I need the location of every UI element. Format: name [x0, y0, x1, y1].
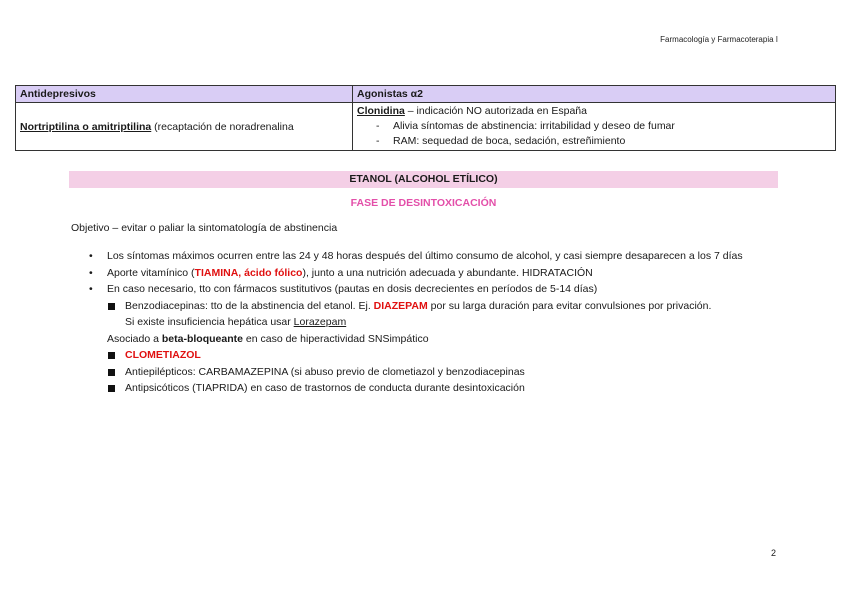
header-antidepresivos: Antidepresivos: [16, 86, 353, 103]
square-bullet-icon: [108, 352, 115, 359]
drug-note: (recaptación de noradrenalina: [151, 120, 294, 133]
note-bold: beta-bloqueante: [161, 332, 243, 345]
sub-list-item: [87, 347, 777, 364]
bullet-text: Aporte vitamínico (: [107, 266, 195, 279]
drug-name-clonidina: Clonidina: [357, 105, 405, 117]
bullet-text: ), junto a una nutrición adecuada y abundante. HIDRATACIÓN: [302, 266, 593, 279]
page-number: 2: [770, 548, 776, 558]
square-bullet-icon: [108, 369, 115, 376]
bullet-list: [87, 248, 777, 397]
bullet-text: Antipsicóticos (TIAPRIDA) en caso de trastornos de conducta durante desintoxicación: [125, 382, 525, 394]
square-bullet-icon: [108, 303, 115, 310]
list-item: - RAM: sequedad de boca, sedación, estreñimiento: [373, 134, 831, 149]
bullet-icon: •: [89, 283, 93, 295]
bullet-text: Benzodiacepinas: tto de la abstinencia del etanol. Ej.: [125, 299, 374, 312]
drug-table: [15, 85, 836, 151]
bullet-text: por su larga duración para evitar convulsiones por privación.: [427, 299, 712, 312]
cell-agonistas: [353, 103, 836, 151]
clonidina-intro: – indicación NO autorizada en España: [404, 105, 587, 117]
bullet-text: Los síntomas máximos ocurren entre las 24 y 48 horas después del último consumo de alcohol, y casi siempre desaparecen a los 7 días: [107, 250, 743, 262]
bullet-icon: •: [89, 266, 93, 279]
bullet-icon: •: [89, 250, 93, 262]
list-item: [87, 248, 777, 265]
table-row: [16, 103, 836, 151]
association-note: [87, 331, 777, 348]
square-bullet-icon: [108, 385, 115, 392]
bullet-text: Si existe insuficiencia hepática usar: [125, 316, 294, 328]
header-agonistas: Agonistas α2: [353, 86, 836, 103]
lorazepam-text: Lorazepam: [293, 316, 347, 328]
bullet-text: En caso necesario, tto con fármacos sustitutivos (pautas en dosis decrecientes en períodos de 5-14 días): [107, 283, 598, 295]
table-header-row: [16, 86, 836, 103]
sub-list-item: [87, 380, 777, 397]
bullet-text: Antiepilépticos: CARBAMAZEPINA (si abuso previo de clometiazol y benzodiacepinas: [125, 365, 525, 378]
phase-title: FASE DE DESINTOXICACIÓN: [350, 197, 497, 209]
drug-name: Nortriptilina o amitriptilina: [20, 120, 152, 133]
objective-text: Objetivo – evitar o paliar la sintomatología de abstinencia: [71, 222, 338, 234]
highlight-text: CLOMETIAZOL: [125, 349, 201, 361]
clonidina-list: [357, 119, 831, 149]
highlight-text: TIAMINA, ácido fólico: [194, 266, 303, 279]
note-text: Asociado a: [107, 332, 162, 345]
section-title: ETANOL (ALCOHOL ETÍLICO): [69, 171, 778, 188]
sub-list-item: [87, 364, 777, 381]
sub-list-item: [87, 298, 777, 331]
running-header: Farmacología y Farmacoterapia I: [660, 35, 778, 44]
highlight-text: DIAZEPAM: [373, 299, 428, 312]
list-item: [87, 265, 777, 282]
note-text: en caso de hiperactividad SNSimpático: [242, 332, 429, 345]
list-item: [87, 281, 777, 298]
list-item: - Alivia síntomas de abstinencia: irritabilidad y deseo de fumar: [373, 119, 831, 134]
cell-antidepresivos: [16, 103, 353, 151]
